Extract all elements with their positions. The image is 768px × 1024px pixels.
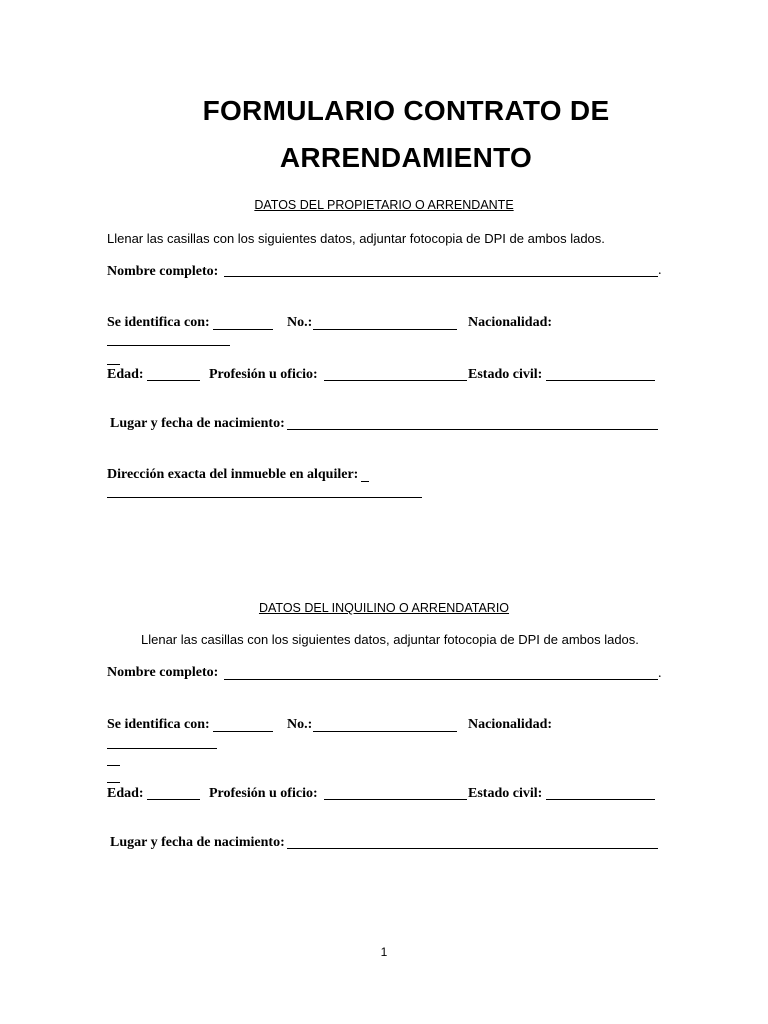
tenant-extra-mark bbox=[107, 765, 120, 766]
owner-number-label: No.: bbox=[287, 315, 313, 330]
tenant-number-label: No.: bbox=[287, 717, 313, 732]
tenant-number-field[interactable] bbox=[313, 731, 457, 732]
tenant-civil-status-label: Estado civil: bbox=[468, 786, 543, 801]
tenant-instructions: Llenar las casillas con los siguientes datos, adjuntar fotocopia de DPI de ambos lados. bbox=[141, 632, 639, 647]
tenant-birth-field[interactable] bbox=[287, 848, 658, 849]
owner-section-heading: DATOS DEL PROPIETARIO O ARRENDANTE bbox=[254, 198, 514, 212]
tenant-birth-label: Lugar y fecha de nacimiento: bbox=[110, 835, 285, 850]
owner-nationality-label: Nacionalidad: bbox=[468, 315, 553, 330]
owner-profession-field[interactable] bbox=[324, 380, 467, 381]
tenant-full-name-label: Nombre completo: bbox=[107, 665, 219, 680]
tenant-age-field[interactable] bbox=[147, 799, 200, 800]
tenant-nationality-label: Nacionalidad: bbox=[468, 717, 553, 732]
owner-address-field[interactable] bbox=[107, 497, 422, 498]
owner-full-name-period: . bbox=[658, 263, 662, 278]
owner-full-name-label: Nombre completo: bbox=[107, 264, 219, 279]
owner-birth-field[interactable] bbox=[287, 429, 658, 430]
tenant-id-field[interactable] bbox=[213, 731, 273, 732]
owner-instructions: Llenar las casillas con los siguientes datos, adjuntar fotocopia de DPI de ambos lados. bbox=[107, 231, 605, 246]
owner-id-label: Se identifica con: bbox=[107, 315, 210, 330]
tenant-full-name-period: . bbox=[658, 666, 662, 681]
owner-age-label: Edad: bbox=[107, 367, 144, 382]
owner-age-field[interactable] bbox=[147, 380, 200, 381]
tenant-section-heading: DATOS DEL INQUILINO O ARRENDATARIO bbox=[258, 601, 510, 615]
owner-address-mark bbox=[361, 481, 369, 482]
owner-profession-label: Profesión u oficio: bbox=[209, 367, 318, 382]
tenant-nationality-field[interactable] bbox=[107, 748, 217, 749]
tenant-age-label: Edad: bbox=[107, 786, 144, 801]
tenant-profession-label: Profesión u oficio: bbox=[209, 786, 318, 801]
owner-birth-label: Lugar y fecha de nacimiento: bbox=[110, 416, 285, 431]
owner-id-field[interactable] bbox=[213, 329, 273, 330]
owner-age-mark bbox=[107, 364, 120, 365]
tenant-profession-field[interactable] bbox=[324, 799, 467, 800]
owner-civil-status-label: Estado civil: bbox=[468, 367, 543, 382]
owner-address-label: Dirección exacta del inmueble en alquiler: bbox=[107, 467, 359, 482]
document-title-line2: ARRENDAMIENTO bbox=[279, 142, 533, 173]
tenant-id-label: Se identifica con: bbox=[107, 717, 210, 732]
tenant-age-mark bbox=[107, 782, 120, 783]
owner-number-field[interactable] bbox=[313, 329, 457, 330]
document-title-line1: FORMULARIO CONTRATO DE bbox=[202, 95, 610, 126]
owner-nationality-field[interactable] bbox=[107, 345, 230, 346]
page-number: 1 bbox=[380, 945, 388, 959]
tenant-full-name-field[interactable] bbox=[224, 679, 658, 680]
owner-civil-status-field[interactable] bbox=[546, 380, 655, 381]
tenant-civil-status-field[interactable] bbox=[546, 799, 655, 800]
owner-full-name-field[interactable] bbox=[224, 276, 658, 277]
